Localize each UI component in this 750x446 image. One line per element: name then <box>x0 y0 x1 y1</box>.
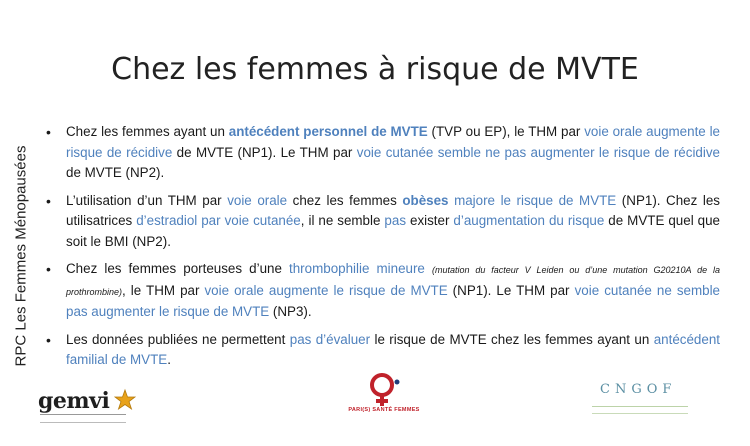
bullet-text-segment: (mutation du facteur V Leiden ou d’une mutation G20210A de la prothrombine) <box>66 265 720 297</box>
bullet-text-segment: (NP1). Chez les utilisatrices <box>66 192 720 228</box>
bullet-text-segment: de MVTE quel que soit le BMI (NP2). <box>66 213 720 249</box>
bullet-text-segment: (NP1). Le THM par <box>447 282 575 298</box>
bullet-text-segment: voie cutanée semble ne pas augmenter le risque de récidive <box>356 144 720 160</box>
bullet-text-segment: de MVTE (NP1). Le THM par <box>172 144 357 160</box>
venus-symbol-icon <box>342 372 426 408</box>
bullet-item <box>44 330 720 371</box>
bullet-text-segment: d’estradiol par voie cutanée <box>136 213 301 228</box>
bullet-text-segment: pas d’évaluer <box>289 331 371 347</box>
bullet-text-segment: majore le risque de MVTE <box>454 192 617 208</box>
bullet-text-segment: thrombophilie mineure <box>289 261 425 276</box>
bullet-text-segment: Chez les femmes porteuses d’une <box>66 261 290 276</box>
bullet-text-segment: antécédent familial de MVTE <box>66 331 720 367</box>
paris-sante-femmes-logo <box>342 372 426 420</box>
bullet-text-segment: Chez les femmes ayant un <box>66 124 229 139</box>
bullet-text-segment: chez les femmes <box>287 192 403 208</box>
bullet-text-segment: , le THM par <box>122 282 205 298</box>
bullet-text-segment: . <box>167 352 171 367</box>
gemvi-logo-subline <box>40 414 126 423</box>
bullet-text-segment: L’utilisation d’un THM par <box>66 192 228 208</box>
cngof-logo-text: CNGOF <box>600 382 677 397</box>
bullet-text-segment: exister <box>406 213 454 228</box>
bullet-text-segment: antécédent personnel de MVTE <box>228 124 428 139</box>
bullet-text-segment: (NP3). <box>269 304 312 319</box>
side-label <box>10 140 32 372</box>
bullet-text-segment: voie orale augmente le risque de récidive <box>66 124 720 160</box>
bullet-item <box>44 122 720 184</box>
bullet-dot-icon: • <box>46 331 51 348</box>
bullet-text-segment: (TVP ou EP), le THM par <box>427 124 585 139</box>
bullet-text-segment: voie orale augmente le risque de MVTE <box>204 282 448 298</box>
cngof-logo-subline <box>592 406 688 414</box>
bullet-text-segment: , il ne semble <box>300 213 385 228</box>
side-label-text: RPC Les Femmes Ménopausées <box>12 145 30 367</box>
bullet-text-segment: voie cutanée ne semble pas augmenter le risque de MVTE <box>66 282 720 319</box>
bullet-text-segment: pas <box>384 213 407 228</box>
gemvi-logo <box>38 388 138 428</box>
bullet-dot-icon: • <box>46 192 51 209</box>
gemvi-star-icon <box>114 388 136 412</box>
bullet-text-segment <box>425 261 432 276</box>
bullet-text-segment: de MVTE (NP2). <box>66 165 165 180</box>
cngof-logo <box>592 382 692 422</box>
bullet-text-segment: obèses <box>402 192 449 208</box>
slide-title: Chez les femmes à risque de MVTE <box>111 52 639 87</box>
bullet-text-segment: Les données publiées ne permettent <box>66 331 290 347</box>
bullet-text-segment: le risque de MVTE chez les femmes ayant un <box>370 331 654 347</box>
bullet-item <box>44 191 720 253</box>
bullet-item <box>44 259 720 323</box>
bullet-text-segment: d’augmentation du risque <box>453 213 605 228</box>
bullet-list <box>44 122 720 378</box>
bullet-dot-icon: • <box>46 261 51 277</box>
paris-sante-femmes-caption: PARI(S) SANTÉ FEMMES <box>348 407 420 413</box>
gemvi-logo-text: gemvi <box>38 388 110 414</box>
bullet-text-segment: voie orale <box>227 192 288 208</box>
bullet-dot-icon: • <box>46 124 51 140</box>
